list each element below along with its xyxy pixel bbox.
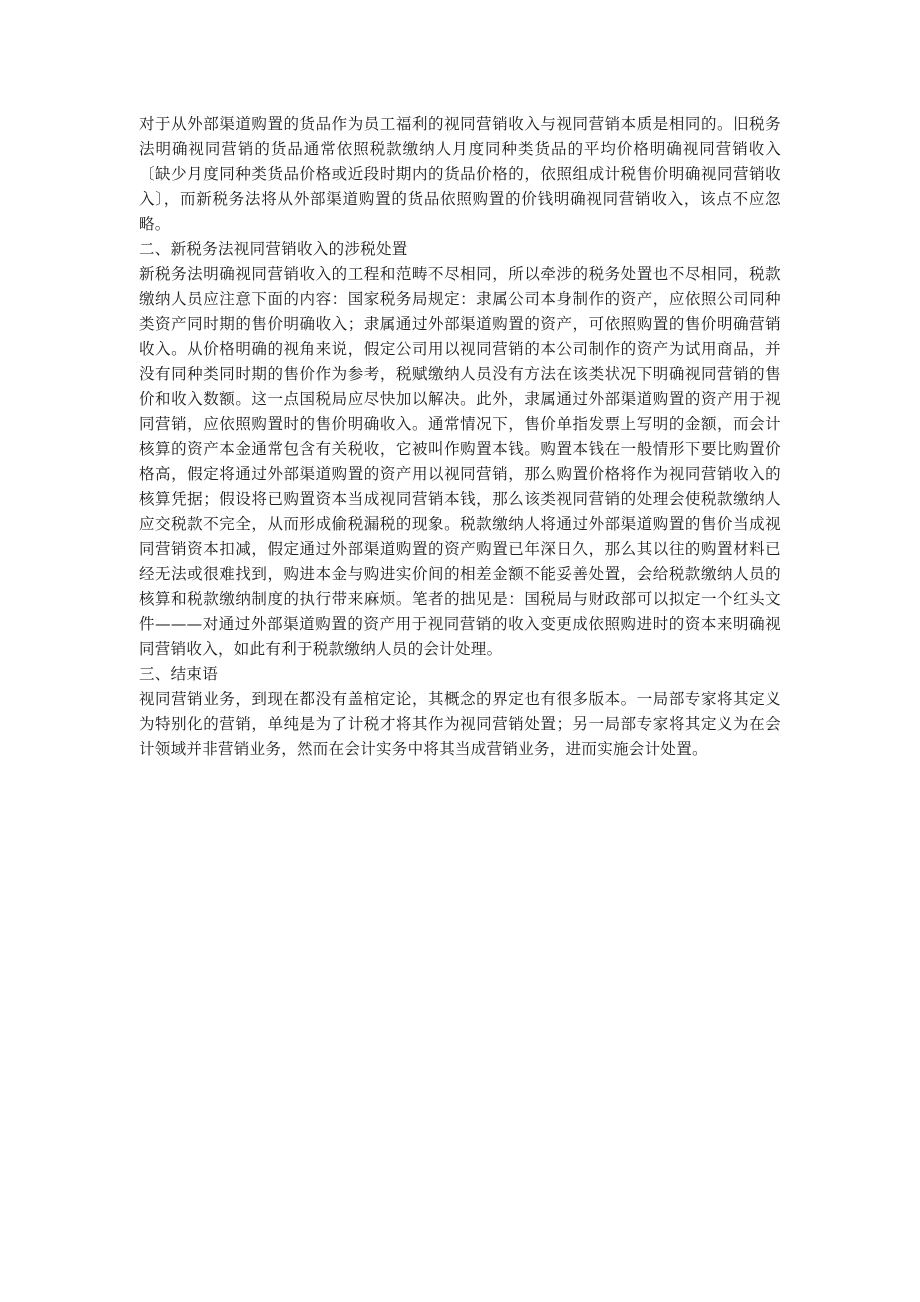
document-body bbox=[139, 112, 781, 762]
section-heading-conclusion: 三、结束语 bbox=[139, 665, 219, 683]
paragraph-tax-treatment: 新税务法明确视同营销收入的工程和范畴不尽相同，所以牵涉的税务处置也不尽相同，税款缴纳人员应注意下面的内容：国家税务局规定：隶属公司本身制作的资产，应依照公司同种类资产同时期的售价明确收入；隶属通过外部渠道购置的资产，可依照购置的售价明确营销收入。从价格明确的视角来说，假定公司用以视同营销的本公司制作的资产为试用商品，并没有同种类同时期的售价作为参考，税赋缴纳人员没有方法在该类状况下明确视同营销的售价和收入数额。这一点国税局应尽快加以解决。此外，隶属通过外部渠道购置的资产用于视同营销，应依照购置时的售价明确收入。通常情况下，售价单指发票上写明的金额，而会计核算的资产本金通常包含有关税收，它被叫作购置本钱。购置本钱在一般情形下要比购置价格高，假定将通过外部渠道购置的资产用以视同营销，那么购置价格将作为视同营销收入的核算凭据；假设将已购置资本当成视同营销本钱，那么该类视同营销的处理会使税款缴纳人应交税款不完全，从而形成偷税漏税的现象。税款缴纳人将通过外部渠道购置的售价当成视同营销资本扣减，假定通过外部渠道购置的资产购置已年深日久，那么其以往的购置材料已经无法或很难找到，购进本金与购进实价间的相差金额不能妥善处置，会给税款缴纳人员的核算和税款缴纳制度的执行带来麻烦。笔者的拙见是：国税局与财政部可以拟定一个红头文件———对通过外部渠道购置的资产用于视同营销的收入变更成依照购进时的资本来明确视同营销收入，如此有利于税款缴纳人员的会计处理。 bbox=[139, 265, 781, 658]
paragraph-deemed-sales-welfare: 对于从外部渠道购置的货品作为员工福利的视同营销收入与视同营销本质是相同的。旧税务法明确视同营销的货品通常依照税款缴纳人月度同种类货品的平均价格明确视同营销收入〔缺少月度同种类货品价格或近段时期内的货品价格的，依照组成计税售价明确视同营销收入〕，而新税务法将从外部渠道购置的货品依照购置的价钱明确视同营销收入，该点不应忽略。 bbox=[139, 115, 781, 233]
paragraph-conclusion: 视同营销业务，到现在都没有盖棺定论，其概念的界定也有很多版本。一局部专家将其定义为特别化的营销，单纯是为了计税才将其作为视同营销处置；另一局部专家将其定义为在会计领域并非营销业务，然而在会计实务中将其当成营销业务，进而实施会计处置。 bbox=[139, 690, 781, 758]
section-heading-tax-treatment: 二、新税务法视同营销收入的涉税处置 bbox=[139, 240, 408, 258]
